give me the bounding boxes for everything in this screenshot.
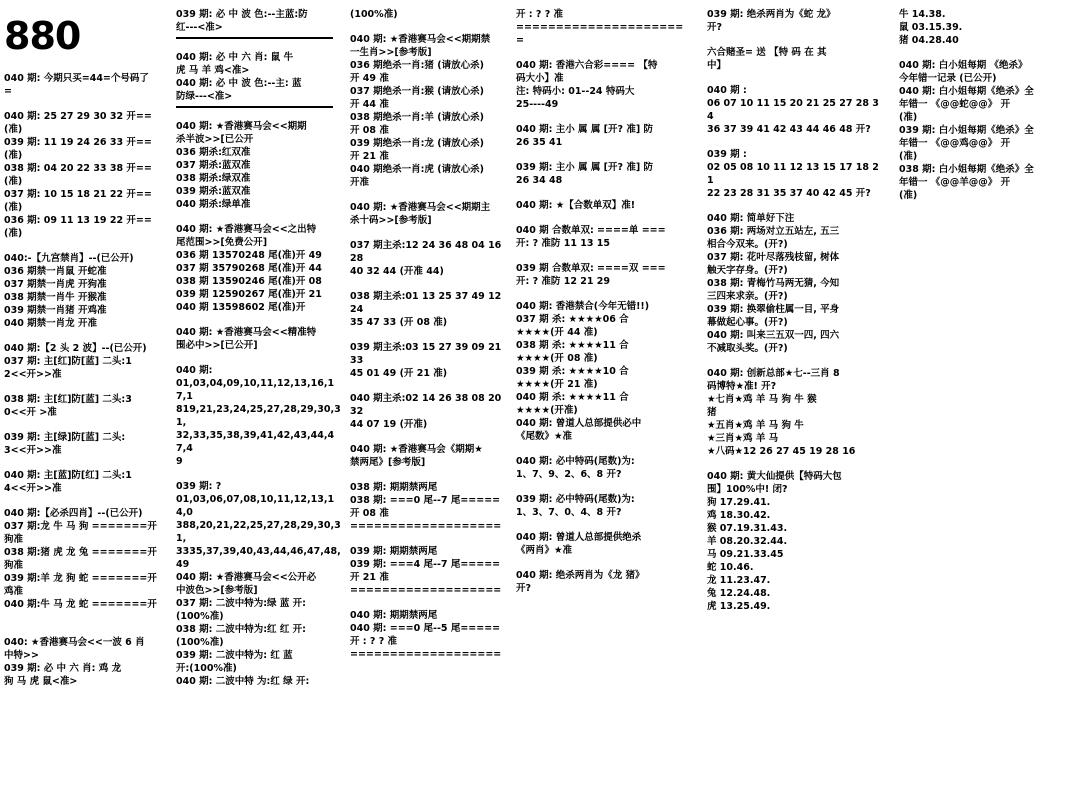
text-line: (准) <box>899 151 918 162</box>
text-line: 3<<开>>准 <box>4 445 62 456</box>
text-line: 01,03,06,07,08,10,11,12,13,14,0 <box>176 494 335 518</box>
text-line: 037 期禁一肖虎 开狗准 <box>4 279 107 290</box>
text-line: 038 期: 期期禁两尾 <box>350 482 438 493</box>
text-line: 040 期 合数单双: ====单 === <box>516 225 666 236</box>
text-line: 038 期: 04 20 22 33 38 开==(准) <box>4 163 152 187</box>
text-line: 037 期绝杀一肖:猴 (请放心杀) <box>350 86 484 97</box>
text-line: 鸡 18.30.42. <box>707 510 771 521</box>
text-line: 040 期: 主[蓝]防[红] 二头:1 <box>4 470 132 481</box>
text-line: 06 07 10 11 15 20 21 25 27 28 34 <box>707 98 879 122</box>
text-line: 注: 特码小: 01--24 特码大 <box>516 86 635 97</box>
text-line: (准) <box>899 112 918 123</box>
text-line: 038 期: ===0 尾--7 尾===== <box>350 495 501 506</box>
text-line: 虎 马 羊 鸡<准> <box>176 65 250 76</box>
text-block <box>4 469 164 495</box>
text-line: 040 期 13598602 尾(准)开 <box>176 302 306 313</box>
text-line: 039 期杀:蓝双准 <box>176 186 251 197</box>
text-line: 039 期 杀: ★★★★10 合 <box>516 366 629 377</box>
text-line: 040 期 杀: ★★★★11 合 <box>516 392 629 403</box>
text-line: 040 期: 25 27 29 30 32 开==(准) <box>4 111 152 135</box>
text-block <box>350 609 510 661</box>
text-line: (100%准) <box>176 611 224 622</box>
text-line: 040 期杀:绿单准 <box>176 199 251 210</box>
text-line: 年错一 《@@鸡@@》 开 <box>899 138 1011 149</box>
text-line: 040 期: 简单好下注 <box>707 213 795 224</box>
text-line: ★八码★12 26 27 45 19 28 16 <box>707 446 856 457</box>
text-line: 039 期: 白小姐每期《绝杀》全 <box>899 125 1034 136</box>
text-line: 狗 17.29.41. <box>707 497 771 508</box>
text-line: 040 期: 曾道人总部提供绝杀 <box>516 532 642 543</box>
text-block <box>350 33 510 189</box>
text-line: 猪 <box>707 407 717 418</box>
text-line: 龙 11.23.47. <box>707 575 771 586</box>
text-line: 040 期: 必 中 六 肖: 鼠 牛 <box>176 52 294 63</box>
text-line: 038 期主杀:01 13 25 37 49 12 24 <box>350 291 505 315</box>
text-line: 01,03,04,09,10,11,12,13,16,17,1 <box>176 378 335 402</box>
text-line: 040 期: ★香港赛马会<<之出特 <box>176 224 317 235</box>
text-line: 《尾数》★准 <box>516 431 573 442</box>
text-line: 040 期: 今期只买=44=个号码了 <box>4 73 149 84</box>
text-line: 开准 <box>350 177 370 188</box>
text-block <box>176 326 341 352</box>
text-line: 2<<开>>准 <box>4 369 62 380</box>
text-line: ====================== <box>516 22 684 46</box>
text-line: 码博特★准! 开? <box>707 381 777 392</box>
text-block <box>350 481 510 533</box>
text-line: = <box>4 86 12 97</box>
text-line: 039 期禁一肖猪 开鸡准 <box>4 305 107 316</box>
text-line: 040 期主杀:02 14 26 38 08 20 32 <box>350 393 505 417</box>
text-line: 鼠 03.15.39. <box>899 22 963 33</box>
text-block <box>516 199 691 212</box>
text-line: 中特>> <box>4 650 39 661</box>
text-line: 039 期: ===4 尾--7 尾===== <box>350 559 501 570</box>
text-line: 羊 08.20.32.44. <box>707 536 788 547</box>
text-line: 40 32 44 (开准 44) <box>350 266 444 277</box>
text-line: 45 01 49 (开 21 准) <box>350 368 448 379</box>
text-line: 040 期禁一肖龙 开准 <box>4 318 97 329</box>
text-line: 037 期杀:蓝双准 <box>176 160 251 171</box>
text-line: =================== <box>350 585 502 596</box>
text-block <box>516 493 691 519</box>
text-line: 039 期: 必 中 波 色:--主蓝:防 <box>176 9 308 20</box>
column-1 <box>4 0 164 700</box>
text-block <box>707 84 882 136</box>
text-line: (准) <box>899 190 918 201</box>
text-line: 猪 04.28.40 <box>899 35 959 46</box>
text-line: 037 期: 二波中特为:绿 蓝 开: <box>176 598 306 609</box>
text-line: 039 期 12590267 尾(准)开 21 <box>176 289 322 300</box>
text-block <box>707 148 882 200</box>
text-block <box>350 443 510 469</box>
text-line: ★★★★(开 44 准) <box>516 327 598 338</box>
column-4 <box>516 8 691 607</box>
text-line: 040 期: 白小姐每期《绝杀》全 <box>899 86 1034 97</box>
text-block <box>4 110 164 240</box>
text-line: 040 期: 二波中特 为:红 绿 开: <box>176 676 310 687</box>
text-line: 039 期: 换翠偷柱属一目, 平身 <box>707 304 840 315</box>
text-line: 马 09.21.33.45 <box>707 549 784 560</box>
column-6 <box>899 8 1069 214</box>
text-line: =================== <box>350 521 502 532</box>
text-block <box>176 8 341 39</box>
text-line: 三四来求亲。(开?) <box>707 291 788 302</box>
text-line: 今年错一记录 (已公开) <box>899 73 997 84</box>
text-block <box>899 59 1069 202</box>
text-line: 040 期: 绝杀两肖为《龙 猪》 <box>516 570 645 581</box>
text-line: 040:-【九宫禁肖】--(已公开) <box>4 253 134 264</box>
text-line: 040 期: ★香港赛马会<<期期 <box>176 121 307 132</box>
text-line: 039 期绝杀一肖:龙 (请放心杀) <box>350 138 484 149</box>
text-line: 040 期: ★香港赛马会<<期期主 <box>350 202 491 213</box>
text-block <box>176 223 341 314</box>
logo: 880 <box>4 14 81 58</box>
text-block <box>4 507 164 624</box>
text-line: 038 期: 白小姐每期《绝杀》全 <box>899 164 1034 175</box>
text-line: 禁两尾》[参考版] <box>350 457 426 468</box>
text-line: 037 期:龙 牛 马 狗 =======开 <box>4 521 157 532</box>
divider <box>176 37 333 39</box>
text-line: 牛 14.38. <box>899 9 946 20</box>
text-line: 039 期 合数单双: ====双 === <box>516 263 666 274</box>
text-line: 35 47 33 (开 08 准) <box>350 317 448 328</box>
text-line: 037 期 杀: ★★★★06 合 <box>516 314 629 325</box>
column-5 <box>707 8 882 625</box>
text-line: 虎 13.25.49. <box>707 601 771 612</box>
text-block <box>4 72 164 98</box>
text-line: 26 34 48 <box>516 175 563 186</box>
text-line: 036 期 13570248 尾(准)开 49 <box>176 250 322 261</box>
text-block <box>516 59 691 111</box>
text-line: 开:(100%准) <box>176 663 237 674</box>
text-line: 039 期: 必 中 六 肖: 鸡 龙 <box>4 663 122 674</box>
text-block <box>516 300 691 443</box>
text-line: 037 期: 主[红]防[蓝] 二头:1 <box>4 356 132 367</box>
text-line: 年错一 《@@羊@@》 开 <box>899 177 1011 188</box>
text-line: 038 期绝杀一肖:羊 (请放心杀) <box>350 112 484 123</box>
text-line: 02 05 08 10 11 12 13 15 17 18 21 <box>707 162 879 186</box>
text-block <box>4 393 164 419</box>
text-line: 036 期: 09 11 13 19 22 开==(准) <box>4 215 152 239</box>
text-line: 32,33,35,38,39,41,42,43,44,47,4 <box>176 430 335 454</box>
text-line: (100%准) <box>176 637 224 648</box>
text-line: 蛇 10.46. <box>707 562 754 573</box>
text-line: ★★★★(开 21 准) <box>516 379 598 390</box>
text-block <box>707 212 882 355</box>
text-line: 22 23 28 31 35 37 40 42 45 开? <box>707 188 871 199</box>
text-line: 040 期: 曾道人总部提供必中 <box>516 418 642 429</box>
text-line: 037 期 35790268 尾(准)开 44 <box>176 263 322 274</box>
text-line: 一生肖>>[参考版] <box>350 47 432 58</box>
text-line: ★七肖★鸡 羊 马 狗 牛 猴 <box>707 394 817 405</box>
text-line: 040 期绝杀一肖:虎 (请放心杀) <box>350 164 484 175</box>
text-block <box>516 569 691 595</box>
text-line: 25----49 <box>516 99 559 110</box>
text-line: 037 期: 花叶尽落残枝留, 树体 <box>707 252 840 263</box>
text-line: ★五肖★鸡 羊 马 狗 牛 <box>707 420 804 431</box>
text-block <box>516 262 691 288</box>
text-line: 相合今双来。(开?) <box>707 239 788 250</box>
text-line: 开 49 准 <box>350 73 389 84</box>
text-block <box>4 252 164 330</box>
text-line: 0<<开 >准 <box>4 407 57 418</box>
text-line: 040 期: 香港禁合(今年无错!!) <box>516 301 650 312</box>
text-line: 038 期 13590246 尾(准)开 08 <box>176 276 322 287</box>
text-block <box>707 46 882 72</box>
text-line: 触天字存身。(开?) <box>707 265 788 276</box>
text-line: 开 44 准 <box>350 99 389 110</box>
text-line: 039 期: 主小 属 属 [开? 准] 防 <box>516 162 653 173</box>
text-block <box>350 341 510 380</box>
text-block <box>4 636 164 688</box>
text-line: 040 期: 黄大仙提供【特码大包 <box>707 471 842 482</box>
text-line: 038 期禁一肖牛 开猴准 <box>4 292 107 303</box>
text-block <box>350 239 510 278</box>
text-line: 039 期: 二波中特为: 红 蓝 <box>176 650 293 661</box>
text-line: =================== <box>350 649 502 660</box>
text-line: 040 期: ===0 尾--5 尾===== <box>350 623 501 634</box>
text-line: 9 <box>176 456 183 467</box>
text-block <box>176 51 341 108</box>
text-line: 狗 马 虎 鼠<准> <box>4 676 78 687</box>
text-line: ★三肖★鸡 羊 马 <box>707 433 779 444</box>
text-block <box>516 224 691 250</box>
text-line: 036 期禁一肖鼠 开蛇准 <box>4 266 107 277</box>
text-line: 040 期: 香港六合彩==== 【特 <box>516 60 658 71</box>
text-line: 038 期杀:绿双准 <box>176 173 251 184</box>
text-line: ★★★★(开 08 准) <box>516 353 598 364</box>
text-line: 防绿---<准> <box>176 91 233 102</box>
text-line: 码大小】准 <box>516 73 564 84</box>
text-block <box>350 545 510 597</box>
text-line: 杀半波>>[已公开 <box>176 134 254 145</box>
text-line: 开: ? 准防 11 13 15 <box>516 238 611 249</box>
text-block <box>350 392 510 431</box>
text-line: 鸡准 <box>4 586 24 597</box>
text-line: 26 35 41 <box>516 137 563 148</box>
divider <box>176 106 333 108</box>
text-line: 围必中>>[已公开] <box>176 340 258 351</box>
text-line: 038 期: 二波中特为:红 红 开: <box>176 624 306 635</box>
text-line: 《两肖》★准 <box>516 545 573 556</box>
text-line: 1、7、9、2、6、8 开? <box>516 469 622 480</box>
text-line: 040 期: ★香港赛马会<<期期禁 <box>350 34 491 45</box>
text-line: 036 期杀:红双准 <box>176 147 251 158</box>
text-line: 038 期: 青梅竹马两无猜, 今知 <box>707 278 840 289</box>
text-line: 尾范围>>[免费公开] <box>176 237 268 248</box>
text-block <box>707 367 882 458</box>
text-line: 开 08 准 <box>350 508 389 519</box>
text-line: 040 期: ★【合数单双】准! <box>516 200 636 211</box>
text-line: 039 期:羊 龙 狗 蛇 =======开 <box>4 573 157 584</box>
text-line: 开: ? 准防 12 21 29 <box>516 276 611 287</box>
text-line: 039 期 : <box>707 149 747 160</box>
text-block <box>516 8 691 47</box>
text-line: 819,21,23,24,25,27,28,29,30,31, <box>176 404 341 428</box>
text-line: 039 期: 绝杀两肖为《蛇 龙》 <box>707 9 836 20</box>
text-line: 4<<开>>准 <box>4 483 62 494</box>
text-line: 红---<准> <box>176 22 223 33</box>
text-block <box>707 8 882 34</box>
text-line: 开 : ? ? 准 <box>516 9 564 20</box>
text-line: 中波色>>[参考版] <box>176 585 258 596</box>
text-line: 039 期: 主[绿]防[蓝] 二头: <box>4 432 126 443</box>
text-line: 039 期: 期期禁两尾 <box>350 546 438 557</box>
text-line: 猴 07.19.31.43. <box>707 523 788 534</box>
text-block <box>899 8 1069 47</box>
text-line: 1、3、7、0、4、8 开? <box>516 507 622 518</box>
text-line: 年错一 《@@蛇@@》 开 <box>899 99 1011 110</box>
text-line: 开 08 准 <box>350 125 389 136</box>
text-line: 039 期: ? <box>176 481 222 492</box>
text-line: 039 期主杀:03 15 27 39 09 21 33 <box>350 342 505 366</box>
text-line: 039 期: 必中特码(尾数)为: <box>516 494 635 505</box>
text-line: 040 期: ★香港赛马会《期期★ <box>350 444 483 455</box>
text-line: 037 期主杀:12 24 36 48 04 16 28 <box>350 240 505 264</box>
text-line: 040 期:【2 头 2 波】--(已公开) <box>4 343 147 354</box>
text-line: 36 37 39 41 42 43 44 46 48 开? <box>707 124 871 135</box>
text-block <box>516 123 691 149</box>
text-block <box>176 120 341 211</box>
text-block <box>176 480 341 688</box>
text-line: 兔 12.24.48. <box>707 588 771 599</box>
text-line: 040 期 : <box>707 85 747 96</box>
text-line: 037 期: 10 15 18 21 22 开==(准) <box>4 189 152 213</box>
text-line: 狗准 <box>4 534 24 545</box>
text-line: 039 期: 11 19 24 26 33 开==(准) <box>4 137 152 161</box>
text-line: 六合赌圣= 送 【特 码 在 其 <box>707 47 827 58</box>
text-line: 开 : ? ? 准 <box>350 636 398 647</box>
text-block <box>176 364 341 468</box>
text-line: 040 期: ★香港赛马会<<精准特 <box>176 327 317 338</box>
text-block <box>350 201 510 227</box>
text-line: 围】100%中! 闭? <box>707 484 788 495</box>
text-line: 44 07 19 (开准) <box>350 419 428 430</box>
text-line: 040 期: <box>176 365 213 376</box>
text-line: 幕做起心事。(开?) <box>707 317 788 328</box>
text-line: 040 期:【必杀四肖】--(已公开) <box>4 508 143 519</box>
column-3 <box>350 8 510 673</box>
text-line: 038 期: 主[红]防[蓝] 二头:3 <box>4 394 132 405</box>
text-line: 开? <box>516 583 532 594</box>
text-block <box>516 455 691 481</box>
text-line: 038 期 杀: ★★★★11 合 <box>516 340 629 351</box>
text-line: 040 期: 主小 属 属 [开? 准] 防 <box>516 124 653 135</box>
text-line: 040 期: 必 中 波 色:--主: 蓝 <box>176 78 302 89</box>
text-line: 开 21 准 <box>350 572 389 583</box>
text-line: 038 期:猪 虎 龙 兔 =======开 <box>4 547 157 558</box>
text-line <box>4 611 164 624</box>
text-block <box>350 8 510 21</box>
text-line: 开? <box>707 22 723 33</box>
text-line: 388,20,21,22,25,27,28,29,30,31, <box>176 520 341 544</box>
text-line: 040 期: 期期禁两尾 <box>350 610 438 621</box>
text-block <box>516 531 691 557</box>
text-line: 中】 <box>707 60 727 71</box>
text-line: 040 期: 叫来三五双一四, 四六 <box>707 330 840 341</box>
text-line: 狗准 <box>4 560 24 571</box>
text-line: 040 期: ★香港赛马会<<公开必 <box>176 572 317 583</box>
text-line: 040 期:牛 马 龙 蛇 =======开 <box>4 599 157 610</box>
text-block <box>350 290 510 329</box>
text-line: 040: ★香港赛马会<<一波 6 肖 <box>4 637 145 648</box>
text-line: 不减取头奖。(开?) <box>707 343 788 354</box>
text-line: ★★★★(开准) <box>516 405 578 416</box>
text-line: 杀十码>>[参考版] <box>350 215 432 226</box>
text-line: 3335,37,39,40,43,44,46,47,48,49 <box>176 546 341 570</box>
text-line: 036 期绝杀一肖:猪 (请放心杀) <box>350 60 484 71</box>
text-block <box>516 161 691 187</box>
text-block <box>4 431 164 457</box>
text-line: 开 21 准 <box>350 151 389 162</box>
column-2 <box>176 8 341 700</box>
text-line: (100%准) <box>350 9 398 20</box>
text-block <box>4 342 164 381</box>
text-line: 040 期: 白小姐每期 《绝杀》 <box>899 60 1028 71</box>
text-block <box>707 470 882 613</box>
text-line: 040 期: 必中特码(尾数)为: <box>516 456 635 467</box>
text-line: 036 期: 两场对立五站左, 五三 <box>707 226 840 237</box>
text-line: 040 期: 创新总部★七--三肖 8 <box>707 368 840 379</box>
